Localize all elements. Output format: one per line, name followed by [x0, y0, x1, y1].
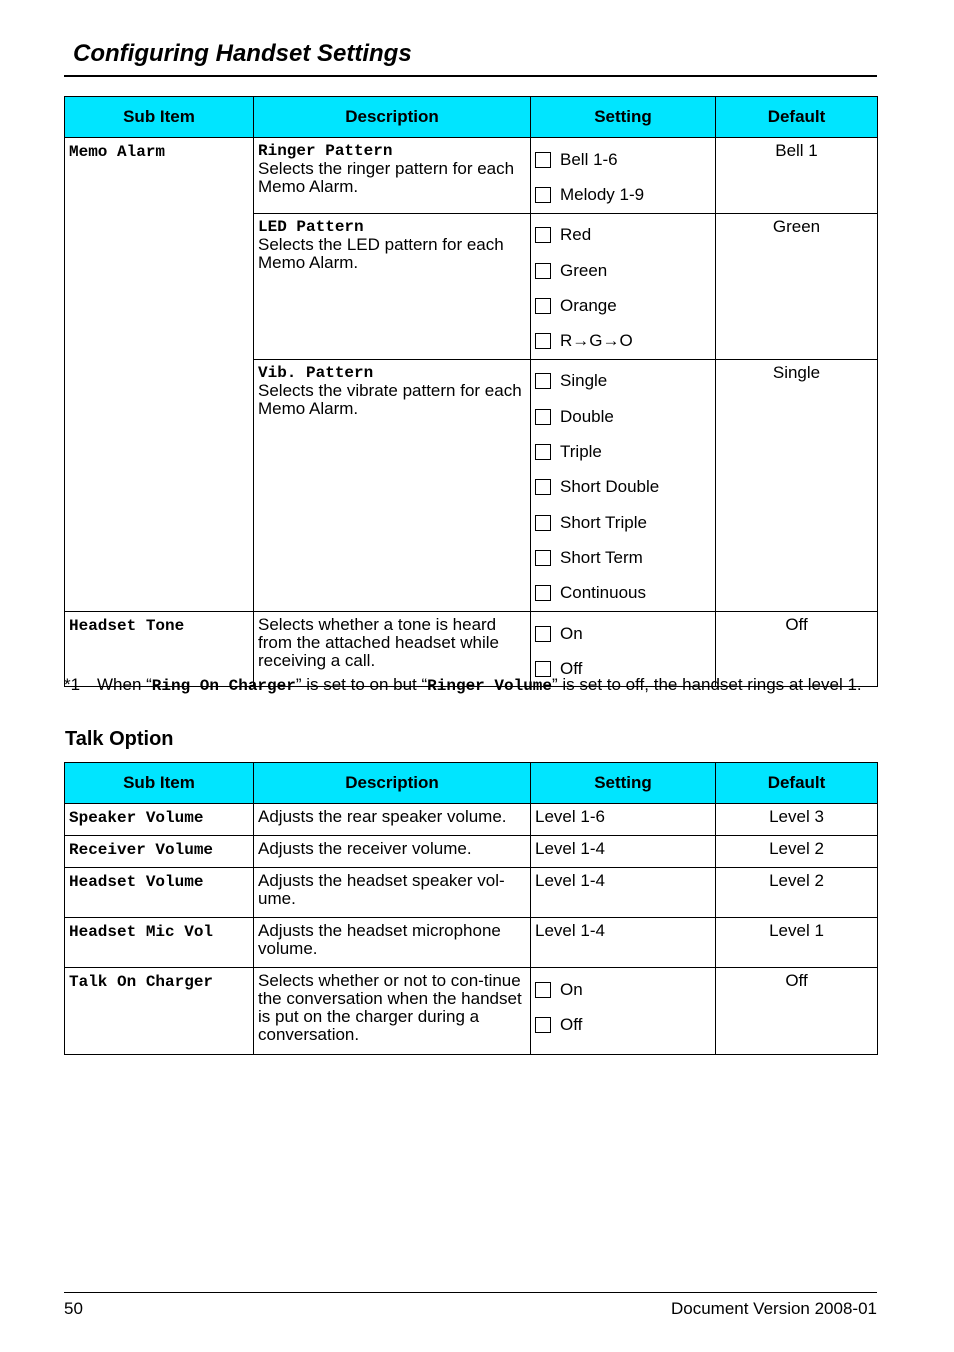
setting-value: Level 1-4: [531, 868, 716, 918]
option-label: Off: [560, 1014, 583, 1034]
table-header-row: [65, 763, 878, 804]
default-value: Off: [716, 968, 878, 1055]
header-description: Description: [254, 763, 531, 804]
checkbox-icon[interactable]: [535, 227, 551, 243]
footnote-text: [97, 674, 877, 697]
sub-item-cell: [65, 836, 254, 868]
item-description: Adjusts the rear speaker volume.: [254, 804, 531, 836]
header-sub-item: Sub Item: [65, 763, 254, 804]
item-description: Selects the ringer pattern for each Memo Alarm.: [258, 159, 515, 196]
footnote-part: When “: [97, 675, 152, 694]
page-title: Configuring Handset Settings: [73, 40, 412, 67]
checkbox-icon[interactable]: [535, 444, 551, 460]
table-row: [65, 868, 878, 918]
option-label: R→G→O: [560, 331, 633, 351]
item-name: Vib. Pattern: [258, 363, 374, 382]
setting-value: Level 1-4: [531, 836, 716, 868]
sub-item-label: Talk On Charger: [69, 973, 214, 991]
default-value: Bell 1: [716, 138, 878, 214]
option-checkbox[interactable]: [535, 1007, 711, 1042]
talk-option-table: [64, 762, 878, 1055]
sub-item-label: Headset Volume: [69, 873, 204, 891]
checkbox-icon[interactable]: [535, 409, 551, 425]
option-checkbox[interactable]: [535, 434, 711, 469]
option-checkbox[interactable]: [535, 218, 711, 253]
option-label: Double: [560, 406, 614, 426]
default-value: Level 3: [716, 804, 878, 836]
sub-item-cell: [65, 138, 254, 612]
option-label: Melody 1-9: [560, 184, 645, 204]
item-description: Selects the vibrate pattern for each Memo Alarm.: [258, 380, 522, 418]
option-label: Bell 1-6: [560, 149, 618, 169]
checkbox-icon[interactable]: [535, 585, 551, 601]
option-checkbox[interactable]: [535, 177, 711, 212]
checkbox-icon[interactable]: [535, 550, 551, 566]
default-value: Level 2: [716, 836, 878, 868]
option-label: Single: [560, 371, 608, 391]
footnote-code: Ringer Volume: [427, 677, 552, 695]
footer-divider: [64, 1292, 877, 1293]
footnote-code: Ring On Charger: [151, 677, 296, 695]
option-checkbox[interactable]: [535, 540, 711, 575]
default-value: Level 2: [716, 868, 878, 918]
option-label: Off: [560, 658, 583, 678]
section-heading: Talk Option: [65, 728, 174, 750]
checkbox-icon[interactable]: [535, 479, 551, 495]
option-label: Orange: [560, 295, 617, 315]
item-description: Selects whether a tone is heard from the attached headset while receiving a call.: [258, 614, 499, 670]
item-name: Ringer Pattern: [258, 142, 393, 160]
checkbox-icon[interactable]: [535, 373, 551, 389]
default-value: Green: [716, 213, 878, 359]
checkbox-icon[interactable]: [535, 515, 551, 531]
footnote-part: ” is set to off, the handset rings at level 1.: [552, 675, 862, 694]
option-label: Short Triple: [560, 512, 647, 532]
option-checkbox[interactable]: [535, 323, 711, 358]
sub-item-label: Speaker Volume: [69, 809, 204, 827]
table-header-row: [65, 97, 878, 138]
sub-item-cell: [65, 804, 254, 836]
title-divider: [64, 75, 877, 77]
setting-cell: [531, 213, 716, 359]
option-checkbox[interactable]: [535, 576, 711, 611]
footnote-mark: *1: [64, 675, 81, 694]
header-description: Description: [254, 97, 531, 138]
item-description: Selects whether or not to con-tinue the conversation when the handset is put on the charger during a conversation.: [254, 968, 531, 1055]
sub-item-label: Receiver Volume: [69, 841, 214, 859]
option-checkbox[interactable]: [535, 364, 711, 399]
option-label: Short Term: [560, 547, 643, 567]
setting-value: Level 1-6: [531, 804, 716, 836]
sub-item-label: Headset Mic Vol: [69, 923, 214, 941]
setting-value: Level 1-4: [531, 918, 716, 968]
checkbox-icon[interactable]: [535, 982, 551, 998]
description-cell: [254, 213, 531, 359]
checkbox-icon[interactable]: [535, 298, 551, 314]
item-description: Adjusts the headset microphone volume.: [254, 918, 531, 968]
item-description: Adjusts the headset speaker vol-ume.: [254, 868, 531, 918]
setting-cell: [531, 359, 716, 611]
description-cell: [254, 138, 531, 214]
option-label: Short Double: [560, 477, 660, 497]
option-label: Triple: [560, 442, 602, 462]
sub-item-headset-tone: Headset Tone: [69, 616, 185, 635]
setting-cell: [531, 968, 716, 1055]
item-description: Selects the LED pattern for each Memo Alarm.: [258, 234, 504, 272]
header-default: Default: [716, 97, 878, 138]
memo-alarm-table: [64, 96, 878, 687]
option-label: Continuous: [560, 583, 647, 603]
checkbox-icon[interactable]: [535, 333, 551, 349]
default-value: Off: [716, 611, 878, 687]
option-checkbox[interactable]: [535, 505, 711, 540]
item-description: Adjusts the receiver volume.: [254, 836, 531, 868]
option-checkbox[interactable]: [535, 616, 711, 651]
table-row: [65, 918, 878, 968]
option-checkbox[interactable]: [535, 288, 711, 323]
table-row: [65, 968, 878, 1055]
footnote-part: ” is set to on but “: [295, 675, 428, 694]
sub-item-cell: [65, 968, 254, 1055]
default-value: Single: [716, 359, 878, 611]
option-checkbox[interactable]: [535, 253, 711, 288]
header-setting: Setting: [531, 97, 716, 138]
header-default: Default: [716, 763, 878, 804]
option-checkbox[interactable]: [535, 470, 711, 505]
table-row: [65, 836, 878, 868]
document-version: Document Version 2008-01: [670, 1299, 877, 1318]
description-cell: [254, 359, 531, 611]
sub-item-cell: [65, 868, 254, 918]
checkbox-icon[interactable]: [535, 152, 551, 168]
item-name: LED Pattern: [258, 217, 364, 236]
option-label: On: [560, 623, 583, 643]
option-checkbox[interactable]: [535, 399, 711, 434]
option-checkbox[interactable]: [535, 972, 711, 1007]
table-row: [65, 138, 878, 214]
setting-cell: [531, 138, 716, 214]
checkbox-icon[interactable]: [535, 187, 551, 203]
header-sub-item: Sub Item: [65, 97, 254, 138]
checkbox-icon[interactable]: [535, 1017, 551, 1033]
option-label: Red: [560, 225, 592, 245]
checkbox-icon[interactable]: [535, 263, 551, 279]
table-row: [65, 804, 878, 836]
footnote: [64, 674, 877, 697]
checkbox-icon[interactable]: [535, 626, 551, 642]
option-label: Green: [560, 260, 608, 280]
page-number: 50: [64, 1299, 83, 1318]
option-label: On: [560, 979, 583, 999]
option-checkbox[interactable]: [535, 142, 711, 177]
header-setting: Setting: [531, 763, 716, 804]
sub-item-memo-alarm: Memo Alarm: [69, 143, 166, 161]
sub-item-cell: [65, 918, 254, 968]
default-value: Level 1: [716, 918, 878, 968]
